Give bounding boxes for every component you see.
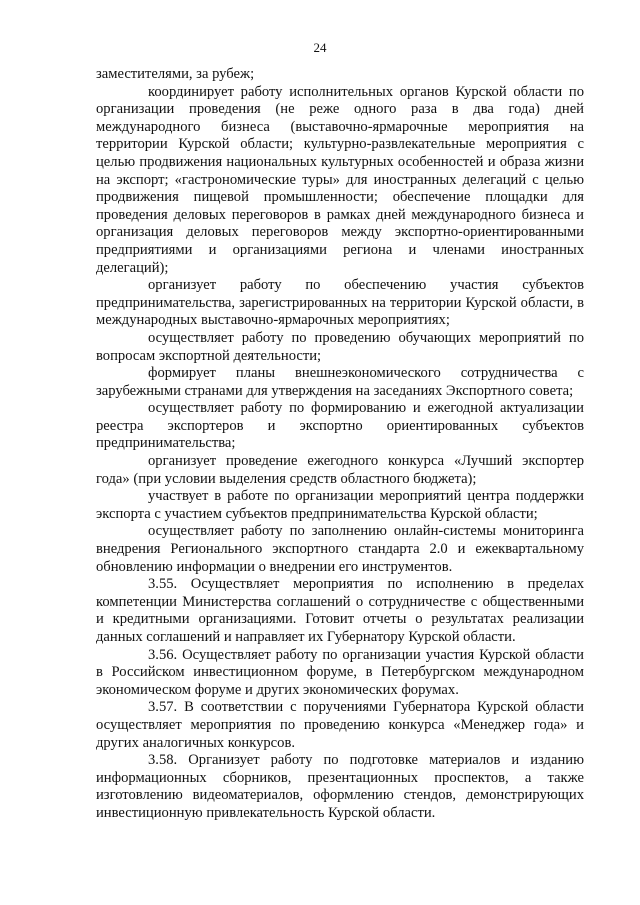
paragraph-export-standard-monitoring: осуществляет работу по заполнению онлайн-системы мониторинга внедрения Регионального экспортного стандарта 2.0 и ежеквартальному обновлению информации о внедрении его инструментов. bbox=[96, 523, 584, 575]
paragraph-exhibitions-participation: организует работу по обеспечению участия субъектов предпринимательства, зарегистрированных на территории Курской области, в международных выставочно-ярмарочных мероприятиях; bbox=[96, 277, 584, 329]
paragraph-3-55: 3.55. Осуществляет мероприятия по исполнению в пределах компетенции Министерства соглашений о сотрудничестве с общественными и кредитными организациями. Готовит отчеты о результатах реализации данных соглашений и направляет их Губернатору Курской области. bbox=[96, 576, 584, 645]
paragraph-3-57: 3.57. В соответствии с поручениями Губернатора Курской области осуществляет мероприятия по проведению конкурса «Менеджер года» и других аналогичных конкурсов. bbox=[96, 699, 584, 751]
paragraph-international-business-days: координирует работу исполнительных органов Курской области по организации проведения (не реже одного раза в два года) дней международного бизнеса (выставочно-ярмарочные мероприятия на территории Курской области; культурно-развлекательные мероприятия с целью продвижения национальных культурных особенностей и образа жизни на экспорт; «гастрономические туры» для иностранных делегаций с целью продвижения пищевой промышленности; обеспечение площадки для проведения деловых переговоров в рамках дней международного бизнеса и организация деловых переговоров между экспортно-ориентированными предприятиями и организациями региона и членами иностранных делегаций); bbox=[96, 83, 584, 276]
paragraph-best-exporter-contest: организует проведение ежегодного конкурса «Лучший экспортер года» (при условии выделения средств областного бюджета); bbox=[96, 453, 584, 487]
paragraph-export-training: осуществляет работу по проведению обучающих мероприятий по вопросам экспортной деятельности; bbox=[96, 329, 584, 364]
paragraph-continuation: заместителями, за рубеж; bbox=[96, 66, 255, 82]
paragraph-exporters-registry: осуществляет работу по формированию и ежегодной актуализации реестра экспортеров и экспортно ориентированных субъектов предпринимательства; bbox=[96, 400, 584, 452]
paragraph-cooperation-plans: формирует планы внешнеэкономического сотрудничества с зарубежными странами для утверждения на заседаниях Экспортного совета; bbox=[96, 365, 584, 399]
paragraph-3-56: 3.56. Осуществляет работу по организации участия Курской области в Российском инвестиционном форуме, в Петербургском международном экономическом форуме и других экономических форумах. bbox=[96, 646, 584, 698]
page-number: 24 bbox=[313, 40, 327, 55]
paragraph-3-58: 3.58. Организует работу по подготовке материалов и изданию информационных сборников, презентационных проспектов, а также изготовлению видеоматериалов, оформлению стендов, демонстрирующих инвестиционную привлекательность Курской области. bbox=[96, 752, 584, 821]
body-text bbox=[96, 66, 584, 823]
paragraph-export-support-center: участвует в работе по организации мероприятий центра поддержки экспорта с участием субъектов предпринимательства Курской области; bbox=[96, 488, 584, 522]
